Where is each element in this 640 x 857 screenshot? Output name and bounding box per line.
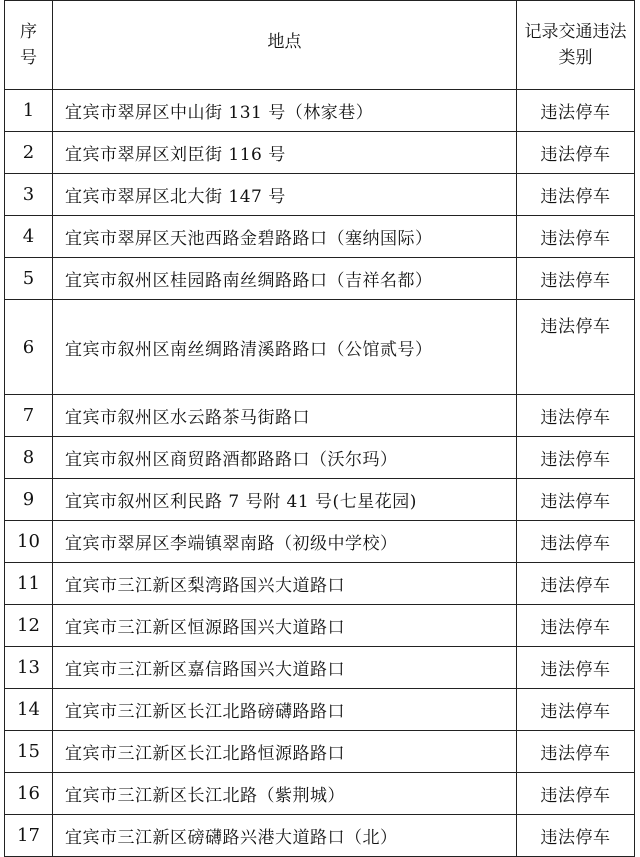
row-violation-type: 违法停车 bbox=[517, 773, 635, 815]
header-no: 序号 bbox=[5, 1, 53, 90]
row-no: 15 bbox=[5, 731, 53, 773]
row-location: 宜宾市三江新区长江北路磅礴路路口 bbox=[53, 689, 517, 731]
row-violation-type: 违法停车 bbox=[517, 258, 635, 300]
row-location: 宜宾市叙州区利民路 7 号附 41 号(七星花园) bbox=[53, 479, 517, 521]
row-location: 宜宾市翠屏区天池西路金碧路路口（塞纳国际） bbox=[53, 216, 517, 258]
row-no: 17 bbox=[5, 815, 53, 857]
row-violation-type: 违法停车 bbox=[517, 132, 635, 174]
row-violation-type: 违法停车 bbox=[517, 300, 635, 395]
table-row bbox=[5, 437, 635, 479]
table-row bbox=[5, 731, 635, 773]
row-no: 13 bbox=[5, 647, 53, 689]
row-violation-type: 违法停车 bbox=[517, 174, 635, 216]
table-header-row bbox=[5, 1, 635, 90]
row-location: 宜宾市叙州区水云路茶马街路口 bbox=[53, 395, 517, 437]
row-location: 宜宾市叙州区南丝绸路清溪路路口（公馆贰号） bbox=[53, 300, 517, 395]
row-no: 6 bbox=[5, 300, 53, 395]
row-violation-type: 违法停车 bbox=[517, 90, 635, 132]
row-no: 7 bbox=[5, 395, 53, 437]
row-location: 宜宾市三江新区梨湾路国兴大道路口 bbox=[53, 563, 517, 605]
table-row bbox=[5, 815, 635, 857]
table-row bbox=[5, 479, 635, 521]
row-violation-type: 违法停车 bbox=[517, 395, 635, 437]
table-row bbox=[5, 521, 635, 563]
row-location: 宜宾市翠屏区刘臣街 116 号 bbox=[53, 132, 517, 174]
table-row bbox=[5, 689, 635, 731]
row-location: 宜宾市叙州区商贸路酒都路路口（沃尔玛） bbox=[53, 437, 517, 479]
header-location: 地点 bbox=[53, 1, 517, 90]
row-location: 宜宾市三江新区长江北路（紫荆城） bbox=[53, 773, 517, 815]
table-row bbox=[5, 300, 635, 395]
row-location: 宜宾市三江新区恒源路国兴大道路口 bbox=[53, 605, 517, 647]
table-row bbox=[5, 647, 635, 689]
row-violation-type: 违法停车 bbox=[517, 563, 635, 605]
row-no: 12 bbox=[5, 605, 53, 647]
row-location: 宜宾市翠屏区中山街 131 号（林家巷） bbox=[53, 90, 517, 132]
row-violation-type: 违法停车 bbox=[517, 689, 635, 731]
row-no: 14 bbox=[5, 689, 53, 731]
row-no: 2 bbox=[5, 132, 53, 174]
violation-locations-table bbox=[4, 0, 635, 857]
table-row bbox=[5, 174, 635, 216]
row-no: 9 bbox=[5, 479, 53, 521]
table-row bbox=[5, 216, 635, 258]
table-row bbox=[5, 605, 635, 647]
table-row bbox=[5, 563, 635, 605]
header-violation-type: 记录交通违法类别 bbox=[517, 1, 635, 90]
row-violation-type: 违法停车 bbox=[517, 605, 635, 647]
row-location: 宜宾市三江新区嘉信路国兴大道路口 bbox=[53, 647, 517, 689]
row-location: 宜宾市翠屏区李端镇翠南路（初级中学校） bbox=[53, 521, 517, 563]
row-violation-type: 违法停车 bbox=[517, 437, 635, 479]
row-no: 1 bbox=[5, 90, 53, 132]
row-no: 16 bbox=[5, 773, 53, 815]
table-row bbox=[5, 773, 635, 815]
row-no: 5 bbox=[5, 258, 53, 300]
row-violation-type: 违法停车 bbox=[517, 647, 635, 689]
table-row bbox=[5, 258, 635, 300]
row-location: 宜宾市三江新区磅礴路兴港大道路口（北） bbox=[53, 815, 517, 857]
row-violation-type: 违法停车 bbox=[517, 479, 635, 521]
row-location: 宜宾市三江新区长江北路恒源路路口 bbox=[53, 731, 517, 773]
row-violation-type: 违法停车 bbox=[517, 521, 635, 563]
row-violation-type: 违法停车 bbox=[517, 731, 635, 773]
row-location: 宜宾市翠屏区北大街 147 号 bbox=[53, 174, 517, 216]
table-row bbox=[5, 132, 635, 174]
row-violation-type: 违法停车 bbox=[517, 216, 635, 258]
table-row bbox=[5, 395, 635, 437]
row-location: 宜宾市叙州区桂园路南丝绸路路口（吉祥名都） bbox=[53, 258, 517, 300]
row-no: 8 bbox=[5, 437, 53, 479]
row-violation-type: 违法停车 bbox=[517, 815, 635, 857]
table-row bbox=[5, 90, 635, 132]
row-no: 11 bbox=[5, 563, 53, 605]
row-no: 3 bbox=[5, 174, 53, 216]
row-no: 10 bbox=[5, 521, 53, 563]
row-no: 4 bbox=[5, 216, 53, 258]
